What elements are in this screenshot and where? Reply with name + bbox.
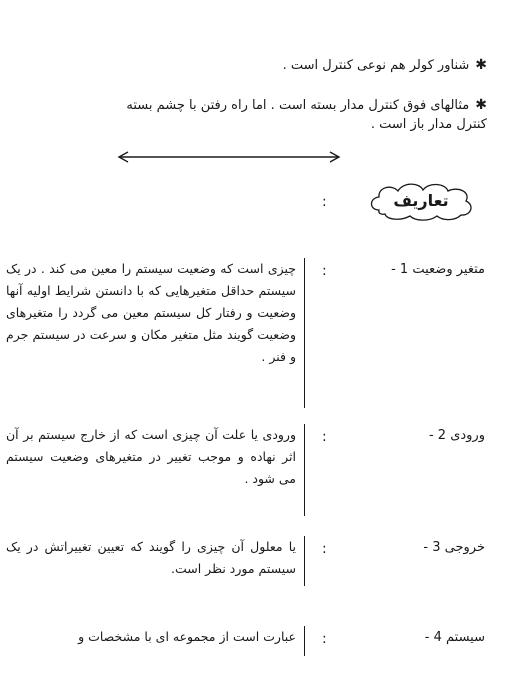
bullet-note-1 (17, 56, 487, 75)
term-4-definition: عبارت است از مجموعه ای با مشخصات و (6, 626, 305, 656)
term-2 (325, 428, 485, 443)
term-1 (325, 262, 485, 277)
term-4-label: سیستم (446, 630, 485, 645)
asterisk-icon: ✱ (475, 97, 487, 113)
bullet-note-1-text: شناور کولر هم نوعی کنترل است . (282, 58, 470, 73)
bullet-note-2-line-1: مثالهای فوق کنترل مدار بسته است . اما راه رفتن با چشم بسته (126, 98, 470, 113)
double-arrow-icon (116, 150, 342, 164)
bullet-note-2-line-2: کنترل مدار باز است . (370, 117, 487, 132)
term-3-label: خروجی (444, 540, 485, 555)
term-4 (325, 630, 485, 645)
term-3-definition: یا معلول آن چیزی را گویند که تعیین تغییراتش در یک سیستم مورد نظر است. (6, 536, 305, 586)
term-2-definition: ورودی یا علت آن چیزی است که از خارج سیستم بر آن اثر نهاده و موجب تغییر در متغیرهای وضعیت سیستم می شود . (6, 424, 305, 516)
term-1-number: 1 - (391, 262, 409, 277)
term-1-label: متغیر وضعیت (412, 262, 485, 277)
term-3-colon: : (322, 541, 327, 557)
term-3 (325, 540, 485, 555)
term-3-number: 3 - (423, 540, 441, 555)
term-1-colon: : (322, 263, 327, 279)
term-4-number: 4 - (424, 630, 442, 645)
term-2-number: 2 - (428, 428, 447, 443)
term-4-colon: : (322, 631, 327, 647)
asterisk-icon: ✱ (475, 57, 487, 73)
section-title: تعاریف (393, 190, 449, 210)
title-colon: : (322, 194, 327, 210)
term-2-colon: : (322, 429, 327, 445)
bullet-note-2 (17, 96, 487, 134)
term-1-definition: چیزی است که وضعیت سیستم را معین می کند . در یک سیستم حداقل متغیرهایی که با دانستن شرایط اولیه آنها وضعیت و رفتار کل سیستم معین می گردد را متغیرهای وضعیت گویند مثل متغیر مکان و سرعت در سیستم جرم و فنر . (6, 258, 305, 408)
section-title-cloud (365, 178, 477, 222)
term-2-label: ورودی (450, 428, 485, 443)
